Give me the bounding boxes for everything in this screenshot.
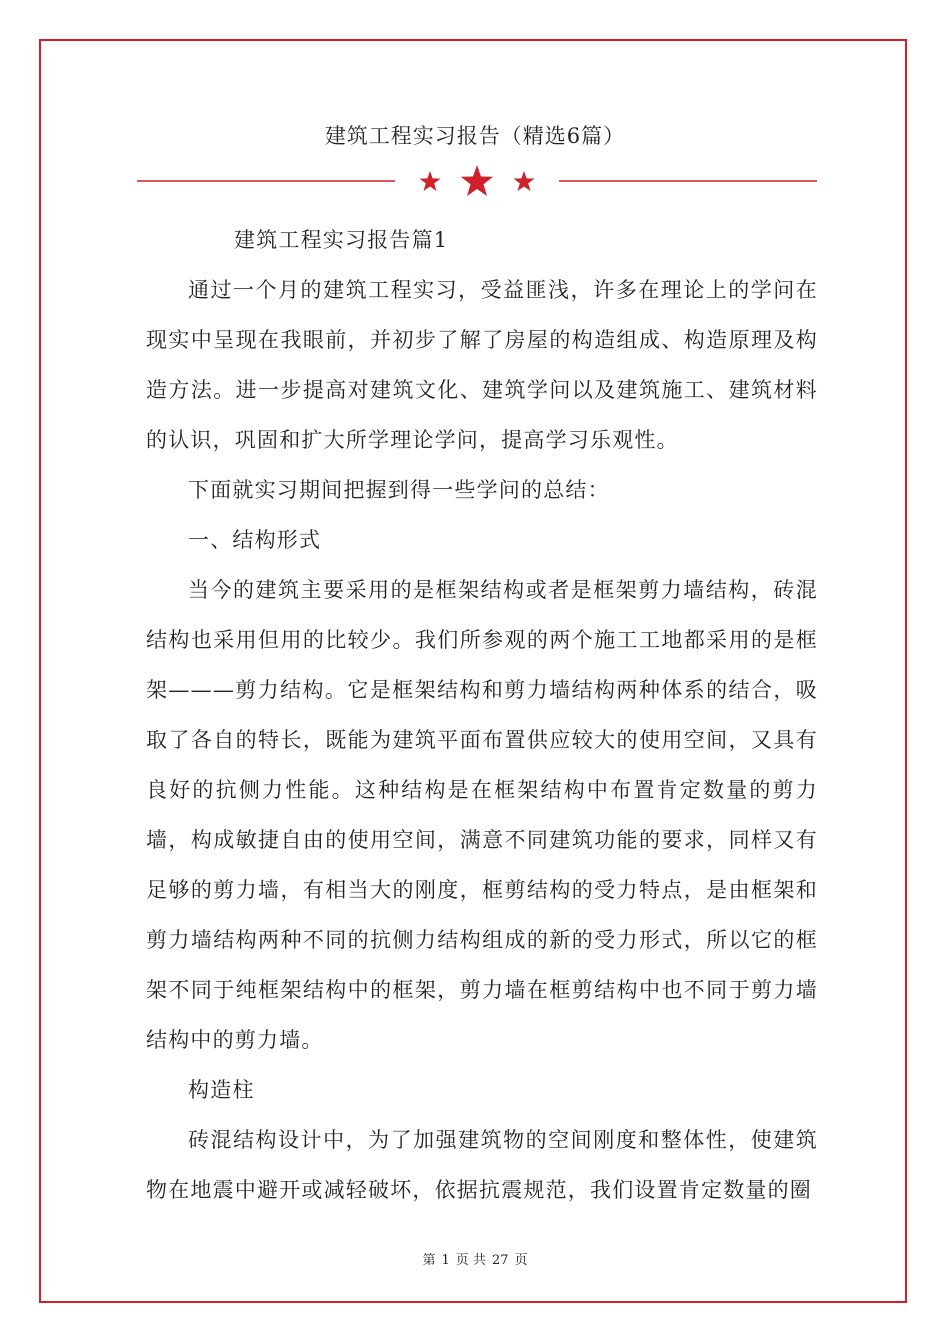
large-star-center-icon (461, 165, 493, 196)
footer-suffix: 页 (514, 1253, 528, 1268)
heading-structure-form: 一、结构形式 (188, 528, 322, 552)
section-heading: 建筑工程实习报告篇1 (234, 228, 449, 252)
footer-middle: 页 共 (455, 1253, 486, 1268)
footer-total-pages: 27 (491, 1253, 509, 1268)
document-body (146, 215, 818, 1215)
heading-structural-column: 构造柱 (188, 1078, 255, 1102)
paragraph-summary-intro: 下面就实习期间把握到得一些学问的总结： (188, 478, 610, 502)
footer-prefix: 第 (422, 1253, 436, 1268)
paragraph-structural-column: 砖混结构设计中，为了加强建筑物的空间刚度和整体性，使建筑物在地震中避开或减轻破坏，依据抗震规范，我们设置肯定数量的圈 (146, 1128, 818, 1202)
document-title: 建筑工程实习报告（精选6篇） (324, 124, 626, 148)
small-star-right-icon (514, 171, 535, 191)
paragraph-structure-form: 当今的建筑主要采用的是框架结构或者是框架剪力墙结构，砖混结构也采用但用的比较少。我们所参观的两个施工工地都采用的是框架———剪力结构。它是框架结构和剪力墙结构两种体系的结合，吸取了各自的特长，既能为建筑平面布置供应较大的使用空间，又具有良好的抗侧力性能。这种结构是在框架结构中布置肯定数量的剪力墙，构成敏捷自由的使用空间，满意不同建筑功能的要求，同样又有足够的剪力墙，有相当大的刚度，框剪结构的受力特点，是由框架和剪力墙结构两种不同的抗侧力结构组成的新的受力形式，所以它的框架不同于纯框架结构中的框架，剪力墙在框剪结构中也不同于剪力墙结构中的剪力墙。 (146, 578, 818, 1052)
footer-current-page: 1 (441, 1253, 450, 1268)
paragraph-intro: 通过一个月的建筑工程实习，受益匪浅，许多在理论上的学问在现实中呈现在我眼前，并初步了解了房屋的构造组成、构造原理及构造方法。进一步提高对建筑文化、建筑学问以及建筑施工、建筑材料的认识，巩固和扩大所学理论学问，提高学习乐观性。 (146, 278, 818, 452)
stars-divider-icon (137, 162, 817, 202)
small-star-left-icon (420, 171, 441, 191)
page-footer (0, 1249, 950, 1268)
title-divider (137, 162, 817, 202)
